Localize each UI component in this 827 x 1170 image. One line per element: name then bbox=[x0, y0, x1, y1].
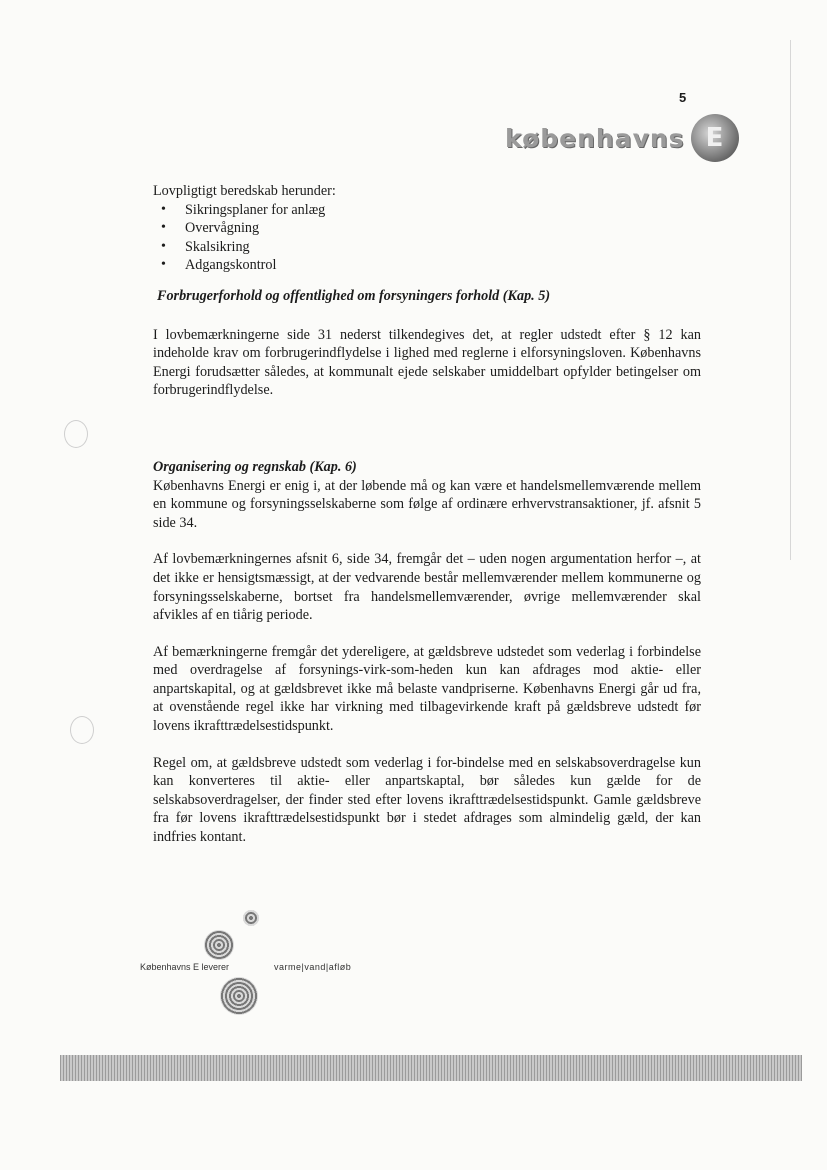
kobenhavns-energi-logo bbox=[505, 110, 755, 166]
footer-label-right: varme|vand|afløb bbox=[274, 962, 352, 972]
logo-badge-letter: E bbox=[705, 123, 724, 153]
footer-dot-icon bbox=[204, 930, 234, 960]
footer-label-left: Københavns E leverer bbox=[140, 962, 230, 972]
bullet-item: • Adgangskontrol bbox=[185, 256, 701, 275]
paragraph-kap6-1: Københavns Energi er enig i, at der løbende må og kan være et handelsmellemværende mellem en kommune og forsyningsselskaberne som følge af ordinære erhvervstransaktioner, jf. afsnit 5 side 34. bbox=[153, 477, 701, 531]
scan-edge-line bbox=[790, 40, 791, 560]
footer-logo bbox=[140, 905, 380, 1025]
footer-dot-icon bbox=[243, 910, 259, 926]
footer-address-bar bbox=[60, 1055, 802, 1081]
section-heading-kap6: Organisering og regnskab (Kap. 6) bbox=[153, 458, 357, 475]
bullet-item: • Skalsikring bbox=[185, 238, 701, 257]
paragraph-kap6-3: Af bemærkningerne fremgår det ydereligere, at gældsbreve udstedet som vederlag i forbindelse med overdragelse af forsynings-virk-som-heden kun kan afdrages mod aktie- eller anpartskapital, og at gældsbrevet ikke må belaste vandpriserne. Københavns Energi går ud fra, at ovenstående regel ikke har virkning med tilbagevirkende kraft på gældsbreve udstedt før lovens ikrafttrædelsestidspunkt. bbox=[153, 643, 701, 735]
punch-hole-top bbox=[64, 420, 88, 448]
intro-line: Lovpligtigt beredskab herunder: bbox=[153, 183, 336, 199]
document-body bbox=[153, 182, 701, 847]
bullet-item: • Overvågning bbox=[185, 219, 701, 238]
logo-e-badge-icon bbox=[691, 114, 739, 162]
paragraph-kap6-4: Regel om, at gældsbreve udstedt som vederlag i for-bindelse med en selskabsoverdragelse kun kan konverteres til aktie- eller anpartskaptal, bør således kun gælde for de selskabsoverdragelser, der finder sted efter lovens ikrafttrædelsestidspunkt. Gamle gældsbreve fra før lovens ikrafttrædelsestidspunkt bør i stedet afdrages som almindelig gæld, der kan indfries kontant. bbox=[153, 754, 701, 846]
paragraph-kap5: I lovbemærkningerne side 31 nederst tilkendegives det, at regler udstedt efter § 12 kan indeholde krav om forbrugerindflydelse i lighed med reglerne i elforsyningsloven. Københavns Energi forudsætter således, at kommunalt ejede selskaber umiddelbart opfylder betingelser om forbrugerindflydelse. bbox=[153, 326, 701, 399]
logo-text: københavns bbox=[505, 123, 685, 153]
section-heading-kap5: Forbrugerforhold og offentlighed om forsyningers forhold (Kap. 5) bbox=[157, 287, 551, 304]
bullet-list bbox=[153, 201, 701, 275]
paragraph-kap6-2: Af lovbemærkningernes afsnit 6, side 34, fremgår det – uden nogen argumentation herfor –, at det ikke er hensigtsmæssigt, at der vedvarende består mellemværender mellem kommunerne og forsyningsselskaberne, bortset fra handelsmellemværender, øvrige mellemværender skal afvikles af en tiårig periode. bbox=[153, 551, 701, 624]
bullet-item: • Sikringsplaner for anlæg bbox=[185, 201, 701, 220]
punch-hole-bottom bbox=[70, 716, 94, 744]
footer-dot-icon bbox=[220, 977, 258, 1015]
page-number: 5 bbox=[679, 90, 687, 105]
